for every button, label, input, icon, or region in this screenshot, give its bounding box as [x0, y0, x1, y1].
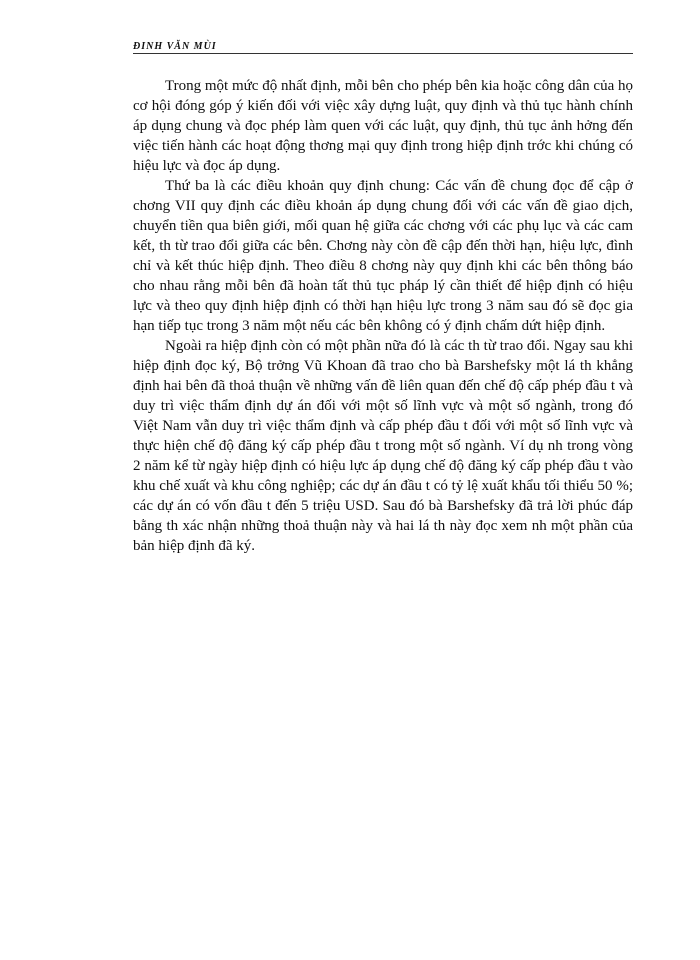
header-author: ĐINH VĂN MÙI	[133, 41, 217, 52]
document-body	[133, 76, 633, 556]
header-rule	[133, 53, 633, 54]
paragraph: Ngoài ra hiệp định còn có một phần nữa đó là các th từ trao đổi. Ngay sau khi hiệp định đọc ký, Bộ trởng Vũ Khoan đã trao cho bà Barshefsky một lá th khẳng định hai bên đã thoả thuận về những vấn đề liên quan đến chế độ cấp phép đầu t và duy trì việc thẩm định dự án đối với một số lĩnh vực và một số ngành, trong đó Việt Nam vẫn duy trì việc thẩm định và cấp phép đầu t đối với một số lĩnh vực và thực hiện chế độ đăng ký cấp phép đầu t trong một số ngành. Ví dụ nh trong vòng 2 năm kể từ ngày hiệp định có hiệu lực áp dụng chế độ đăng ký cấp phép đầu t vào khu chế xuất và khu công nghiệp; các dự án đầu t có tỷ lệ xuất khẩu tối thiểu 50 %; các dự án có vốn đầu t đến 5 triệu USD. Sau đó bà Barshefsky đã trả lời phúc đáp bằng th xác nhận những thoả thuận này và hai lá th này đọc xem nh một phần của bản hiệp định đã ký.	[133, 338, 633, 554]
paragraph: Trong một mức độ nhất định, mỗi bên cho phép bên kia hoặc công dân của họ cơ hội đóng góp ý kiến đối với việc xây dựng luật, quy định và thủ tục hành chính áp dụng chung và đọc phép làm quen với các luật, quy định, thủ tục ảnh hởng đến việc tiến hành các hoạt động thơng mại quy định trong hiệp định trớc khi chúng có hiệu lực và đọc áp dụng.	[133, 78, 633, 174]
paragraph: Thứ ba là các điều khoản quy định chung: Các vấn đề chung đọc để cập ở chơng VII quy định các điều khoản áp dụng chung đối với các vấn đề giao dịch, chuyển tiền qua biên giới, mối quan hệ giữa các chơng với các phụ lục và các cam kết, th từ trao đổi giữa các bên. Chơng này còn đề cập đến thời hạn, hiệu lực, đình chỉ và kết thúc hiệp định. Theo điều 8 chơng này quy định khi các bên thông báo cho nhau rằng mỗi bên đã hoàn tất thủ tục pháp lý cần thiết để hiệp định có hiệu lực và theo quy định hiệp định có thời hạn hiệu lực trong 3 năm sau đó sẽ đọc gia hạn tiếp tục trong 3 năm một nếu các bên không có ý định chấm dứt hiệp định.	[133, 178, 633, 334]
page-header	[133, 41, 633, 55]
